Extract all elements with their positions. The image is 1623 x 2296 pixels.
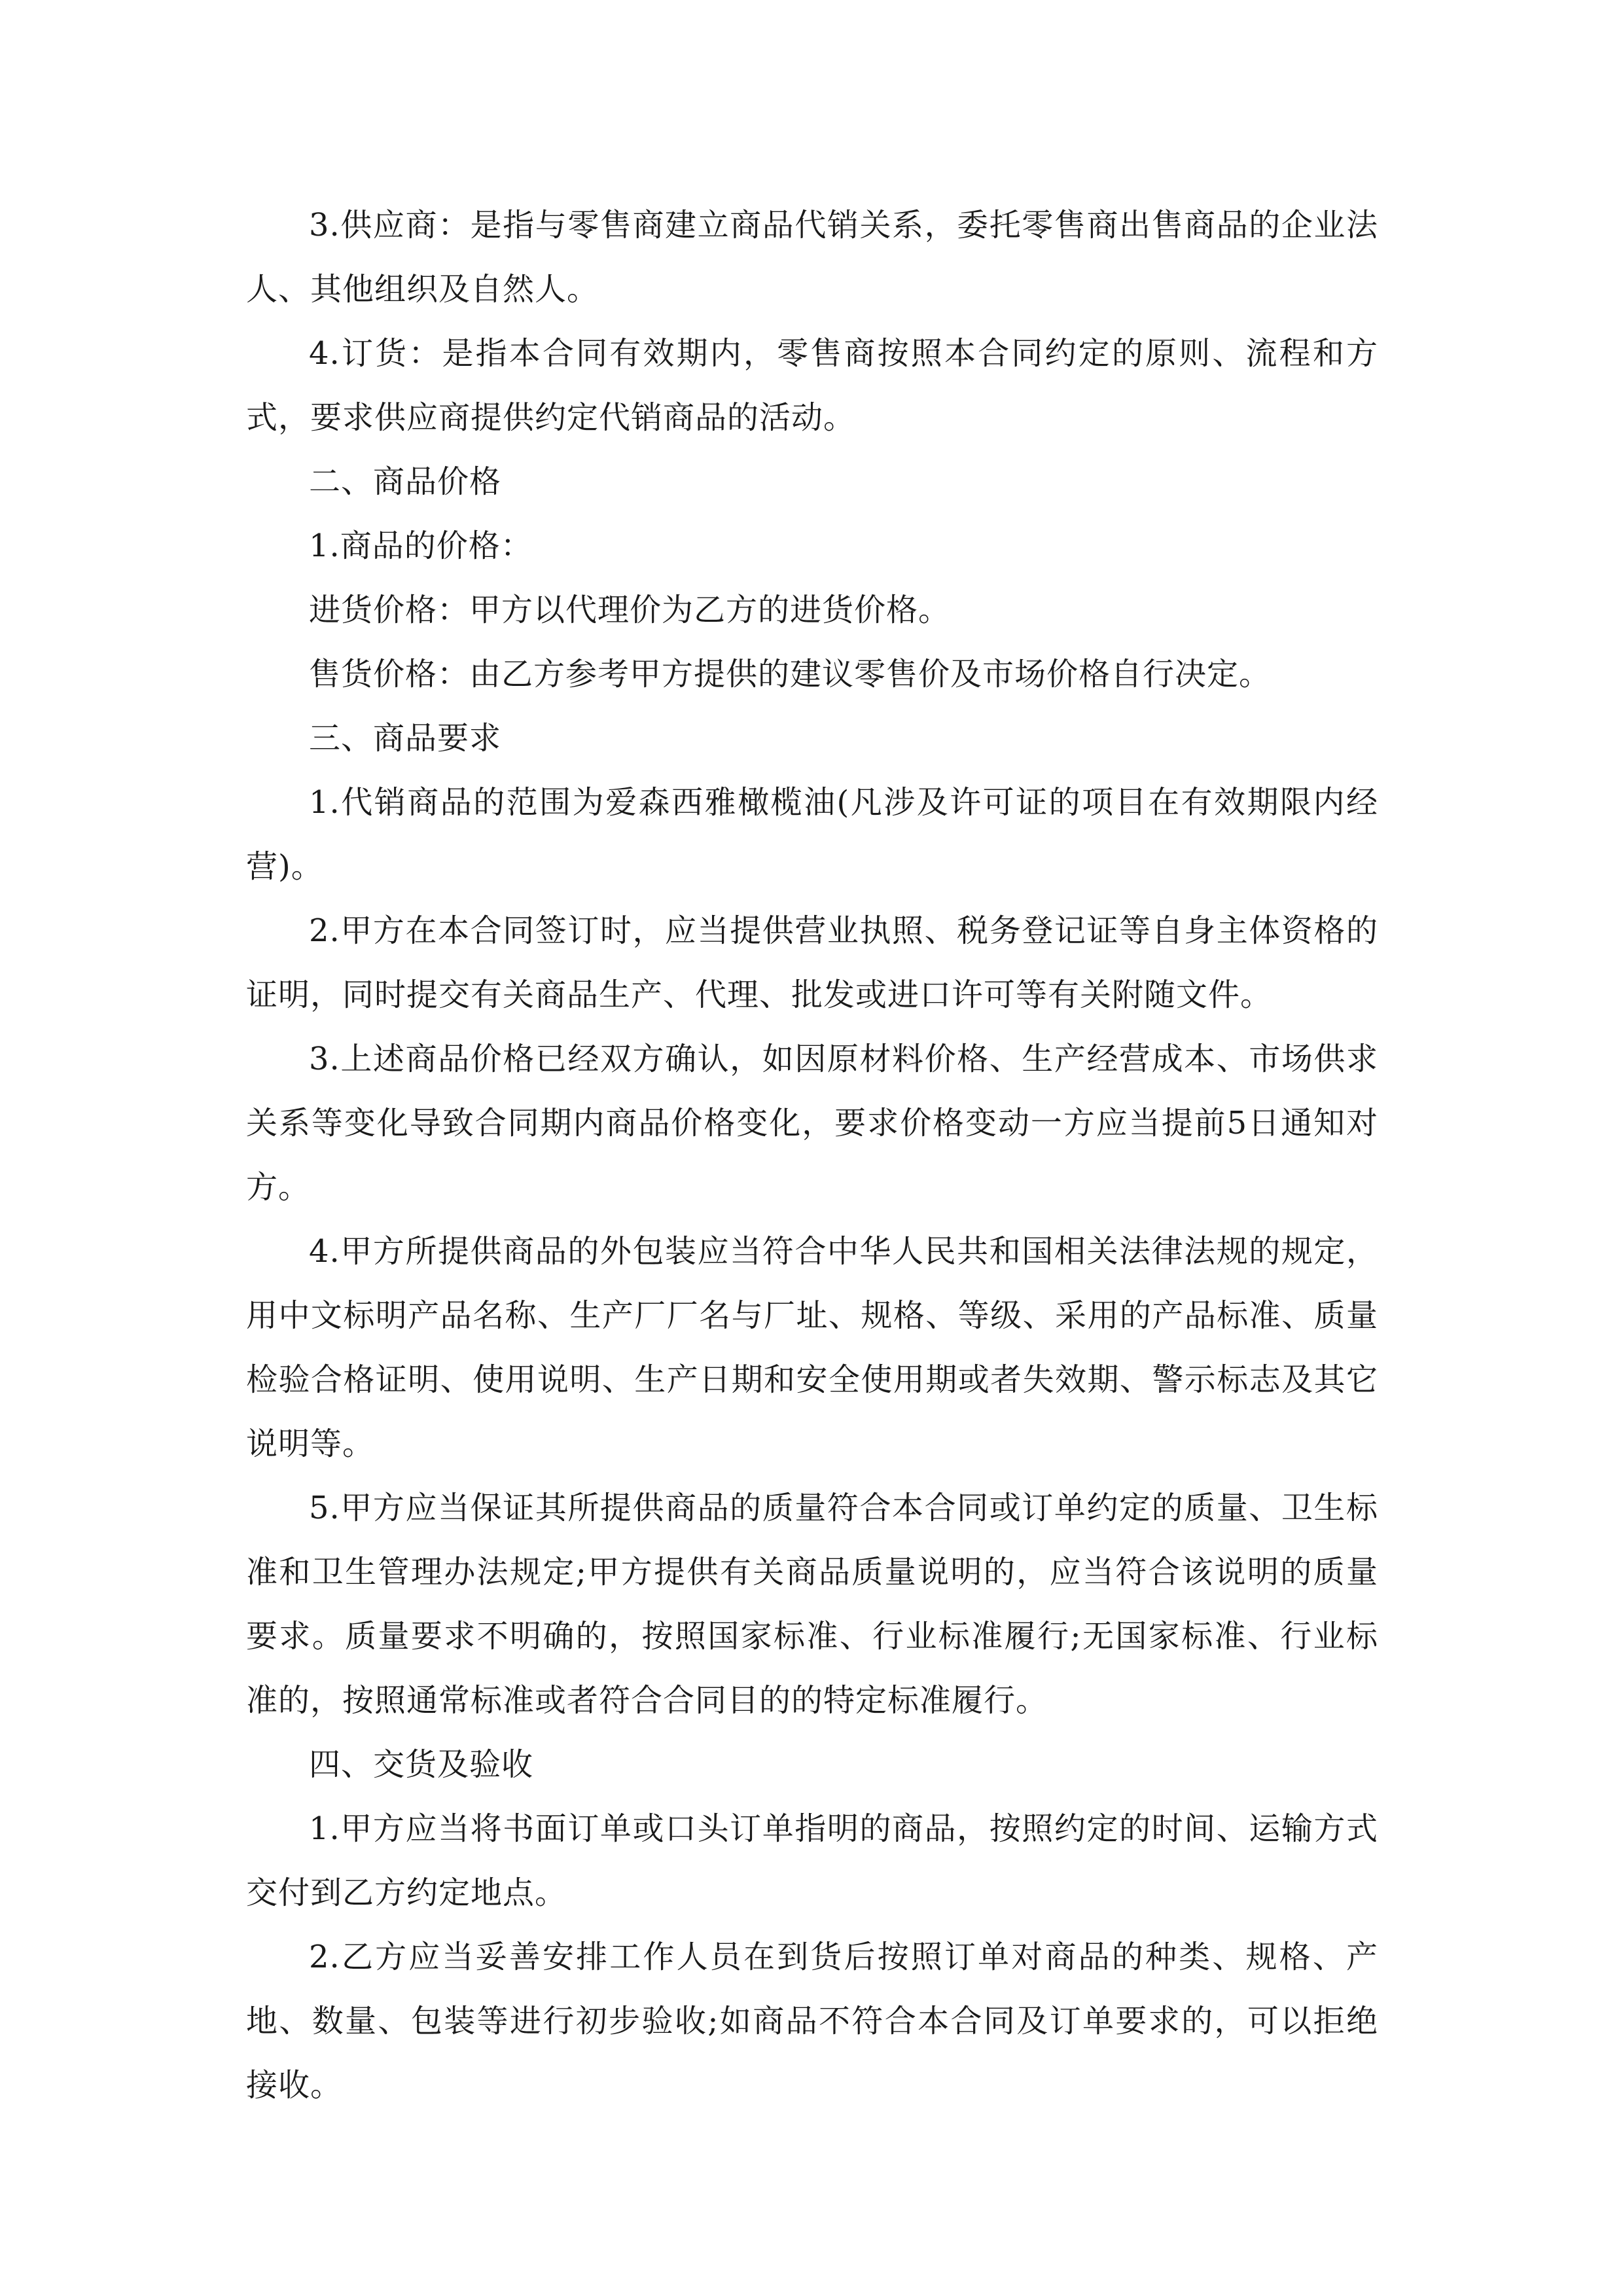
section-heading-price: 二、商品价格 [309,463,502,500]
paragraph-delivery-2: 2.乙方应当妥善安排工作人员在到货后按照订单对商品的种类、规格、产地、数量、包装等进行初步验收;如商品不符合本合同及订单要求的，可以拒绝接收。 [246,1939,1378,2104]
section-heading-requirements: 三、商品要求 [309,720,502,757]
paragraph-requirement-3: 3.上述商品价格已经双方确认，如因原材料价格、生产经营成本、市场供求关系等变化导致合同期内商品价格变化，要求价格变动一方应当提前5日通知对方。 [246,1041,1378,1206]
paragraph-requirement-1: 1.代销商品的范围为爱森西雅橄榄油(凡涉及许可证的项目在有效期限内经营)。 [246,784,1378,885]
paragraph-requirement-2: 2.甲方在本合同签订时，应当提供营业执照、税务登记证等自身主体资格的证明，同时提交有关商品生产、代理、批发或进口许可等有关附随文件。 [246,912,1378,1013]
paragraph-purchase-price: 进货价格：甲方以代理价为乙方的进货价格。 [309,592,951,628]
paragraph-requirement-4: 4.甲方所提供商品的外包装应当符合中华人民共和国相关法律法规的规定，用中文标明产品名称、生产厂厂名与厂址、规格、等级、采用的产品标准、质量检验合格证明、使用说明、生产日期和安全使用期或者失效期、警示标志及其它说明等。 [246,1233,1378,1462]
paragraph-ordering-definition: 4.订货：是指本合同有效期内，零售商按照本合同约定的原则、流程和方式，要求供应商提供约定代销商品的活动。 [246,335,1378,436]
paragraph-supplier-definition: 3.供应商：是指与零售商建立商品代销关系，委托零售商出售商品的企业法人、其他组织及自然人。 [246,207,1378,308]
document-body [246,193,1378,2117]
paragraph-sale-price: 售货价格：由乙方参考甲方提供的建议零售价及市场价格自行决定。 [309,656,1272,692]
paragraph-price-intro: 1.商品的价格： [309,528,533,564]
section-heading-delivery: 四、交货及验收 [309,1746,534,1783]
paragraph-delivery-1: 1.甲方应当将书面订单或口头订单指明的商品，按照约定的时间、运输方式交付到乙方约定地点。 [246,1810,1378,1911]
paragraph-requirement-5: 5.甲方应当保证其所提供商品的质量符合本合同或订单约定的质量、卫生标准和卫生管理办法规定;甲方提供有关商品质量说明的，应当符合该说明的质量要求。质量要求不明确的，按照国家标准、行业标准履行;无国家标准、行业标准的，按照通常标准或者符合合同目的的特定标准履行。 [246,1490,1378,1719]
